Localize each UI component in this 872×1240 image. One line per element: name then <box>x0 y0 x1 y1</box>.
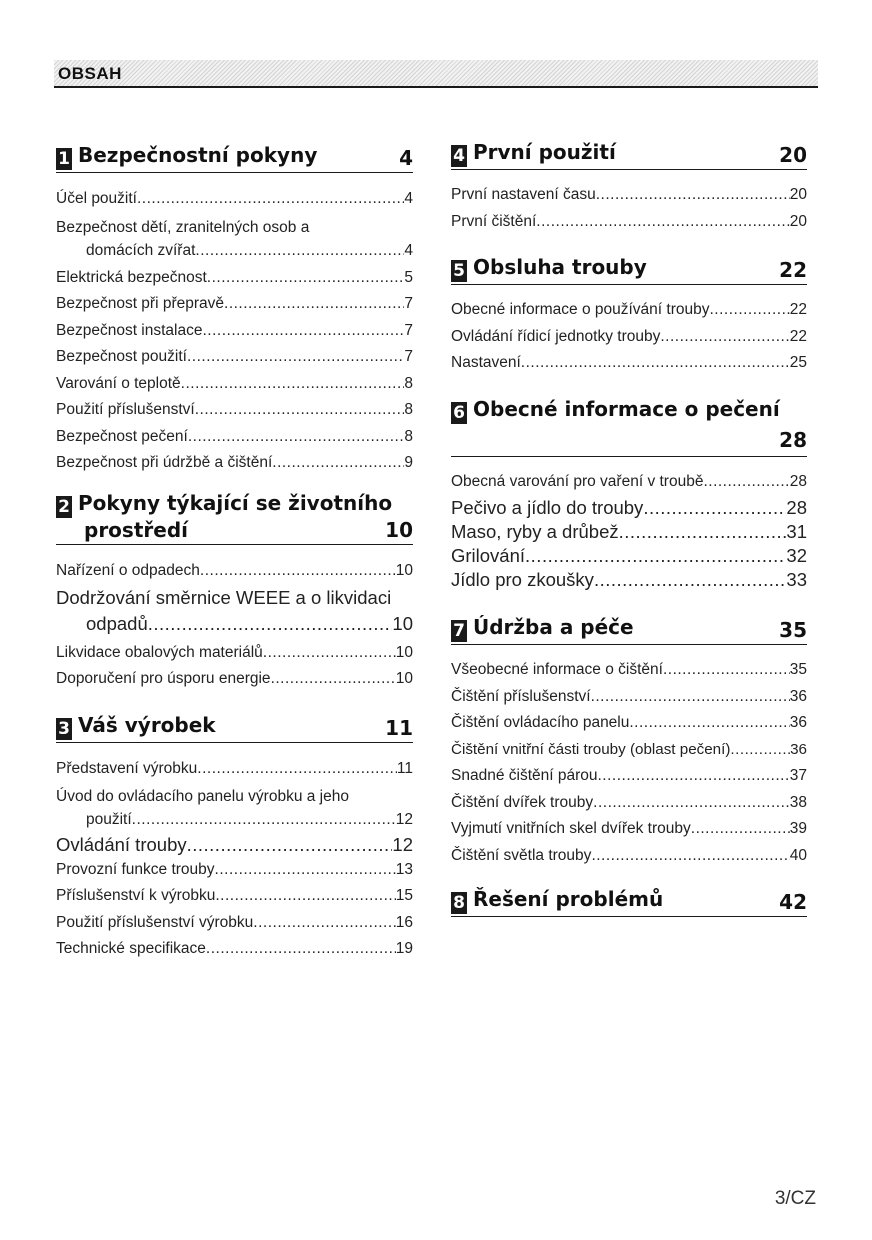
entry-page: 12 <box>392 833 413 855</box>
dot-leader <box>187 344 404 371</box>
section-number-badge: 6 <box>451 402 467 424</box>
entry-text: Bezpečnost při přepravě <box>56 295 225 312</box>
entry-page: 22 <box>789 301 807 318</box>
section-page: 35 <box>779 618 807 642</box>
toc-section-8 <box>451 887 807 917</box>
toc-entry[interactable] <box>56 318 413 345</box>
toc-entry[interactable] <box>451 684 807 711</box>
entry-text: Doporučení pro úsporu energie <box>56 670 271 687</box>
entry-text: Bezpečnost pečení <box>56 427 188 445</box>
toc-entry[interactable] <box>56 833 413 857</box>
entry-text: Bezpečnost použití <box>56 348 187 365</box>
dot-leader <box>591 843 789 870</box>
toc-entry[interactable] <box>56 783 413 833</box>
dot-leader <box>187 833 393 857</box>
entry-page: 35 <box>789 661 807 678</box>
toc-section-3 <box>56 713 413 963</box>
entry-text: Čištění dvířek trouby <box>451 793 594 811</box>
entry-text: Nastavení <box>451 354 521 371</box>
entry-page: 10 <box>395 670 413 687</box>
toc-entry[interactable] <box>56 371 413 398</box>
toc-entry[interactable] <box>451 297 807 324</box>
entry-page: 10 <box>392 612 413 634</box>
entry-page: 10 <box>395 562 413 579</box>
entry-text: Vyjmutí vnitřních skel dvířek trouby <box>451 820 691 837</box>
entry-page: 12 <box>395 810 413 828</box>
dot-leader <box>197 756 397 783</box>
dot-leader <box>215 857 396 884</box>
entry-page: 9 <box>404 454 413 471</box>
entry-page: 36 <box>789 687 807 705</box>
toc-entry[interactable] <box>56 666 413 693</box>
entry-text: První čištění <box>451 212 537 230</box>
dot-leader <box>207 265 405 292</box>
entry-page: 28 <box>786 496 807 518</box>
toc-entry[interactable] <box>56 213 413 265</box>
entry-text: Provozní funkce trouby <box>56 860 215 878</box>
section-heading[interactable] <box>56 491 413 545</box>
toc-entry[interactable] <box>56 910 413 937</box>
entry-page: 16 <box>395 913 413 931</box>
entry-text: Maso, ryby a drůbež <box>451 520 619 542</box>
section-number-badge: 4 <box>451 145 467 167</box>
toc-entry[interactable] <box>451 568 807 592</box>
dot-leader <box>200 558 396 585</box>
dot-leader <box>525 544 786 568</box>
dot-leader <box>703 469 789 496</box>
entry-page: 10 <box>395 643 413 661</box>
section-heading[interactable] <box>451 615 807 645</box>
toc-entry[interactable] <box>56 450 413 477</box>
toc-entry[interactable] <box>451 790 807 817</box>
dot-leader <box>596 182 790 209</box>
dot-leader <box>593 790 790 817</box>
toc-entry[interactable] <box>451 763 807 790</box>
dot-leader <box>619 520 787 544</box>
dot-leader <box>521 350 790 377</box>
toc-entry[interactable] <box>451 469 807 496</box>
entry-page: 20 <box>789 212 807 230</box>
entry-page: 8 <box>404 427 413 445</box>
section-title: Bezpečnostní pokyny <box>78 143 318 167</box>
dot-leader <box>181 371 405 398</box>
toc-entry[interactable] <box>451 710 807 737</box>
entry-text: Likvidace obalových materiálů <box>56 643 263 661</box>
dot-leader <box>598 763 790 790</box>
entry-page: 7 <box>404 321 413 339</box>
entry-text: Bezpečnost instalace <box>56 321 203 339</box>
section-heading[interactable] <box>56 143 413 173</box>
entry-page: 37 <box>789 767 807 784</box>
section-number-badge: 7 <box>451 620 467 642</box>
entry-text: Čištění ovládacího panelu <box>451 714 630 731</box>
dot-leader <box>591 684 790 711</box>
entry-text: Představení výrobku <box>56 760 198 777</box>
contents-title: OBSAH <box>58 64 122 83</box>
toc-entry[interactable] <box>451 657 807 684</box>
section-title: Váš výrobek <box>78 713 216 737</box>
toc-entry[interactable] <box>56 585 413 640</box>
section-page: 28 <box>779 428 807 452</box>
entry-text-continuation: domácích zvířat <box>86 241 196 259</box>
entry-text: Bezpečnost dětí, zranitelných osob a <box>56 218 310 236</box>
toc-entry[interactable] <box>56 291 413 318</box>
page-number: 3/CZ <box>774 1188 816 1209</box>
dot-leader <box>660 324 789 351</box>
entry-text: Varování o teplotě <box>56 374 181 392</box>
toc-entry[interactable] <box>451 496 807 520</box>
entry-text: Nařízení o odpadech <box>56 562 200 579</box>
entry-text: Všeobecné informace o čištění <box>451 661 663 678</box>
toc-entry[interactable] <box>451 843 807 870</box>
entry-page: 22 <box>789 327 807 345</box>
entry-text-continuation: odpadů <box>86 612 148 634</box>
entry-text: Pečivo a jídlo do trouby <box>451 496 644 518</box>
section-title: První použití <box>473 140 616 164</box>
toc-entry[interactable] <box>56 186 413 213</box>
toc-section-6 <box>451 397 807 592</box>
entry-page: 7 <box>404 295 413 312</box>
section-number-badge: 1 <box>56 148 72 170</box>
section-title: Obecné informace o pečení <box>473 397 780 421</box>
section-number-badge: 2 <box>56 496 72 518</box>
section-title: Obsluha trouby <box>473 255 647 279</box>
entry-page: 33 <box>786 568 807 590</box>
entry-text: Ovládání řídicí jednotky trouby <box>451 327 661 345</box>
section-number-badge: 8 <box>451 892 467 914</box>
entry-text: Bezpečnost při údržbě a čištění <box>56 454 273 471</box>
section-page: 11 <box>385 716 413 740</box>
dot-leader <box>188 424 405 451</box>
entry-text: Technické specifikace <box>56 940 206 957</box>
toc-entry[interactable] <box>451 209 807 236</box>
toc-entry[interactable] <box>56 857 413 884</box>
entry-text: Jídlo pro zkoušky <box>451 568 594 590</box>
entry-text: Úvod do ovládacího panelu výrobku a jeho <box>56 787 349 805</box>
heading-spacer <box>451 424 807 452</box>
section-heading[interactable] <box>451 255 807 285</box>
toc-section-1 <box>56 143 413 477</box>
toc-entry[interactable] <box>56 265 413 292</box>
toc-entry[interactable] <box>56 344 413 371</box>
entry-text: Obecná varování pro vaření v troubě <box>451 473 704 490</box>
section-heading[interactable] <box>451 140 807 170</box>
dot-leader <box>206 936 396 963</box>
toc-entry[interactable] <box>56 756 413 783</box>
dot-leader <box>663 657 790 684</box>
dot-leader <box>224 291 404 318</box>
section-heading[interactable] <box>451 397 807 457</box>
entry-page: 25 <box>789 354 807 371</box>
entry-page: 31 <box>786 520 807 542</box>
entry-text: Účel použití <box>56 190 137 207</box>
entry-page: 36 <box>789 714 807 731</box>
entry-page: 32 <box>786 544 807 566</box>
toc-section-5 <box>451 255 807 377</box>
entry-text: Čištění světla trouby <box>451 846 592 864</box>
toc-entry[interactable] <box>56 936 413 963</box>
entry-text: Dodržování směrnice WEEE a o likvidaci <box>56 586 392 608</box>
toc-entry[interactable] <box>451 520 807 544</box>
toc-section-2 <box>56 491 413 693</box>
section-page: 42 <box>779 890 807 914</box>
entry-page: 8 <box>404 374 413 392</box>
entry-text: Ovládání trouby <box>56 833 187 855</box>
entry-page: 20 <box>789 186 807 203</box>
dot-leader <box>272 450 404 477</box>
toc-entry[interactable] <box>56 883 413 910</box>
entry-text-continuation: použití <box>86 810 132 828</box>
entry-text: Snadné čištění párou <box>451 767 598 784</box>
entry-text: Čištění vnitřní části trouby (oblast pečení) <box>451 740 731 758</box>
toc-entry[interactable] <box>451 544 807 568</box>
dot-leader <box>691 816 790 843</box>
entry-page: 8 <box>404 401 413 418</box>
entry-page: 4 <box>404 190 413 207</box>
dot-leader <box>594 568 786 592</box>
dot-leader <box>195 397 405 424</box>
toc-entry[interactable] <box>56 424 413 451</box>
entry-text: Obecné informace o používání trouby <box>451 301 710 318</box>
dot-leader <box>195 239 404 262</box>
toc-section-7 <box>451 615 807 869</box>
entry-page: 11 <box>396 760 413 777</box>
entry-page: 40 <box>789 846 807 864</box>
toc-entry[interactable] <box>451 182 807 209</box>
section-heading[interactable] <box>451 887 807 917</box>
section-title-continuation: prostředí <box>84 518 188 542</box>
entry-page: 28 <box>789 473 807 490</box>
entry-text: Čištění příslušenství <box>451 687 591 705</box>
section-page: 10 <box>385 518 413 542</box>
dot-leader <box>271 666 396 693</box>
contents-header-bar <box>54 60 818 88</box>
section-page: 20 <box>779 143 807 167</box>
toc-entry[interactable] <box>56 558 413 585</box>
toc-entry[interactable] <box>451 816 807 843</box>
section-page: 4 <box>399 146 413 170</box>
entry-page: 4 <box>404 241 413 259</box>
section-page: 22 <box>779 258 807 282</box>
section-title: Údržba a péče <box>473 615 634 639</box>
dot-leader <box>730 737 790 764</box>
toc-entry[interactable] <box>451 324 807 351</box>
entry-page: 36 <box>790 740 807 758</box>
section-title: Pokyny týkající se životního <box>78 491 393 515</box>
section-number-badge: 5 <box>451 260 467 282</box>
entry-page: 38 <box>789 793 807 811</box>
toc-section-4 <box>451 140 807 235</box>
entry-page: 5 <box>404 268 413 286</box>
dot-leader <box>202 318 404 345</box>
section-number-badge: 3 <box>56 718 72 740</box>
dot-leader <box>263 640 396 667</box>
toc-entry[interactable] <box>451 737 807 764</box>
entry-text: Použití příslušenství <box>56 401 195 418</box>
section-title: Řešení problémů <box>473 887 664 911</box>
entry-page: 39 <box>789 820 807 837</box>
dot-leader <box>215 883 395 910</box>
dot-leader <box>536 209 789 236</box>
entry-page: 19 <box>395 940 413 957</box>
toc-entry[interactable] <box>56 640 413 667</box>
entry-text: Elektrická bezpečnost <box>56 268 207 286</box>
dot-leader <box>709 297 789 324</box>
dot-leader <box>643 496 786 520</box>
entry-page: 7 <box>404 348 413 365</box>
dot-leader <box>132 808 396 831</box>
toc-entry[interactable] <box>451 350 807 377</box>
dot-leader <box>148 611 393 637</box>
dot-leader <box>629 710 789 737</box>
toc-entry[interactable] <box>56 397 413 424</box>
entry-text: První nastavení času <box>451 186 596 203</box>
dot-leader <box>253 910 395 937</box>
entry-text: Použití příslušenství výrobku <box>56 913 254 931</box>
entry-page: 15 <box>395 887 413 904</box>
entry-page: 13 <box>395 860 413 878</box>
dot-leader <box>137 186 404 213</box>
section-heading[interactable] <box>56 713 413 743</box>
entry-text: Grilování <box>451 544 526 566</box>
entry-text: Příslušenství k výrobku <box>56 887 216 904</box>
